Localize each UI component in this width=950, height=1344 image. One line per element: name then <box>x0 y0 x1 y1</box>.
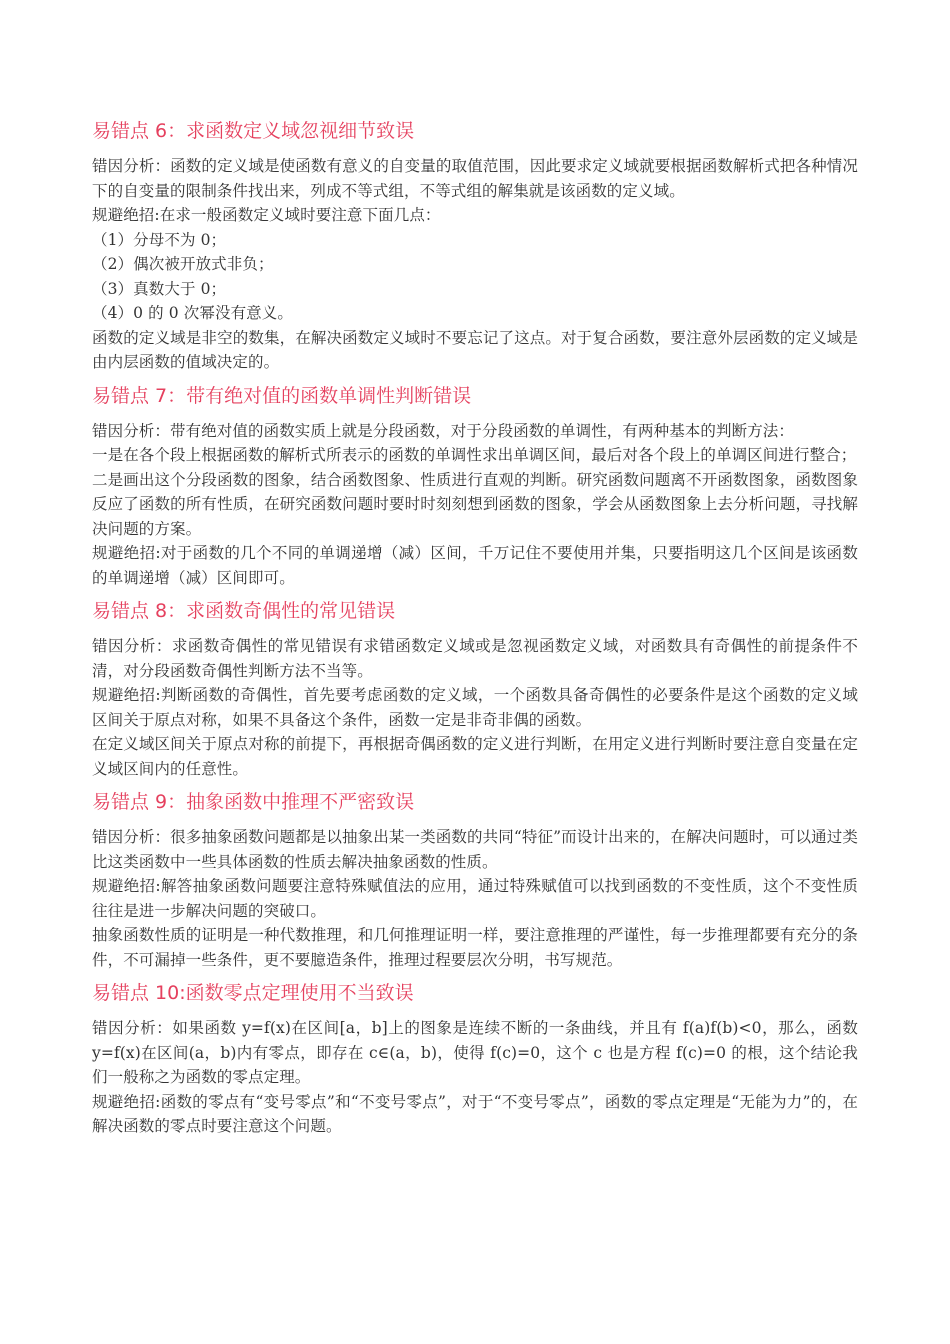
section-heading: 易错点 9：抽象函数中推理不严密致误 <box>92 791 415 813</box>
section-heading: 易错点 7：带有绝对值的函数单调性判断错误 <box>92 384 472 407</box>
paragraph: 错因分析：如果函数 y=f(x)在区间[a，b]上的图象是连续不断的一条曲线，并且有 f(a)f(b)<0，那么，函数 y=f(x)在区间(a，b)内有零点，即存在 c∈(a，b)，使得 f(c)=0，这个 c 也是方程 f(c)=0 的根，这个结论我们一般称之为函数的零点定理。 <box>92 1019 858 1086</box>
paragraph: 错因分析：求函数奇偶性的常见错误有求错函数定义域或是忽视函数定义域，对函数具有奇偶性的前提条件不清，对分段函数奇偶性判断方法不当等。 <box>92 637 858 680</box>
section-9 <box>92 789 858 972</box>
paragraph: 函数的定义域是非空的数集，在解决函数定义域时不要忘记了这点。对于复合函数，要注意外层函数的定义域是由内层函数的值域决定的。 <box>92 328 858 371</box>
paragraph: 错因分析：很多抽象函数问题都是以抽象出某一类函数的共同“特征”而设计出来的，在解决问题时，可以通过类比这类函数中一些具体函数的性质去解决抽象函数的性质。 <box>92 828 858 871</box>
paragraph: 规避绝招:在求一般函数定义域时要注意下面几点： <box>92 206 441 224</box>
paragraph: 在定义域区间关于原点对称的前提下，再根据奇偶函数的定义进行判断，在用定义进行判断时要注意自变量在定义域区间内的任意性。 <box>92 735 858 778</box>
list-item: （3）真数大于 0； <box>92 279 227 298</box>
section-10 <box>92 980 858 1139</box>
list-item: （1）分母不为 0； <box>92 230 227 249</box>
paragraph: 一是在各个段上根据函数的解析式所表示的函数的单调性求出单调区间，最后对各个段上的单调区间进行整合； <box>92 446 857 464</box>
paragraph: 规避绝招:对于函数的几个不同的单调递增（减）区间，千万记住不要使用并集，只要指明这几个区间是该函数的单调递增（减）区间即可。 <box>92 544 858 587</box>
paragraph: 错因分析：带有绝对值的函数实质上就是分段函数，对于分段函数的单调性，有两种基本的判断方法： <box>92 421 795 440</box>
section-heading: 易错点 10:函数零点定理使用不当致误 <box>92 982 414 1004</box>
paragraph: 抽象函数性质的证明是一种代数推理，和几何推理证明一样，要注意推理的严谨性，每一步推理都要有充分的条件，不可漏掉一些条件，更不要臆造条件，推理过程要层次分明，书写规范。 <box>92 926 858 969</box>
paragraph: 二是画出这个分段函数的图象，结合函数图象、性质进行直观的判断。研究函数问题离不开函数图象，函数图象反应了函数的所有性质，在研究函数问题时要时时刻刻想到函数的图象，学会从函数图象上去分析问题，寻找解决问题的方案。 <box>92 470 858 538</box>
list-item: （2）偶次被开放式非负； <box>92 255 274 273</box>
section-7 <box>92 383 858 591</box>
paragraph: 规避绝招:函数的零点有“变号零点”和“不变号零点”，对于“不变号零点”，函数的零点定理是“无能为力”的，在解决函数的零点时要注意这个问题。 <box>92 1092 858 1135</box>
list-item: （4）0 的 0 次幂没有意义。 <box>92 304 293 322</box>
section-8 <box>92 598 858 781</box>
section-heading: 易错点 8：求函数奇偶性的常见错误 <box>92 600 396 622</box>
paragraph: 规避绝招:解答抽象函数问题要注意特殊赋值法的应用，通过特殊赋值可以找到函数的不变性质，这个不变性质往往是进一步解决问题的突破口。 <box>92 877 858 920</box>
paragraph: 错因分析：函数的定义域是使函数有意义的自变量的取值范围，因此要求定义域就要根据函数解析式把各种情况下的自变量的限制条件找出来，列成不等式组，不等式组的解集就是该函数的定义域。 <box>92 157 858 200</box>
paragraph: 规避绝招:判断函数的奇偶性，首先要考虑函数的定义域，一个函数具备奇偶性的必要条件是这个函数的定义域区间关于原点对称，如果不具备这个条件，函数一定是非奇非偶的函数。 <box>92 686 858 729</box>
section-6 <box>92 118 858 375</box>
section-heading: 易错点 6：求函数定义域忽视细节致误 <box>92 120 415 142</box>
